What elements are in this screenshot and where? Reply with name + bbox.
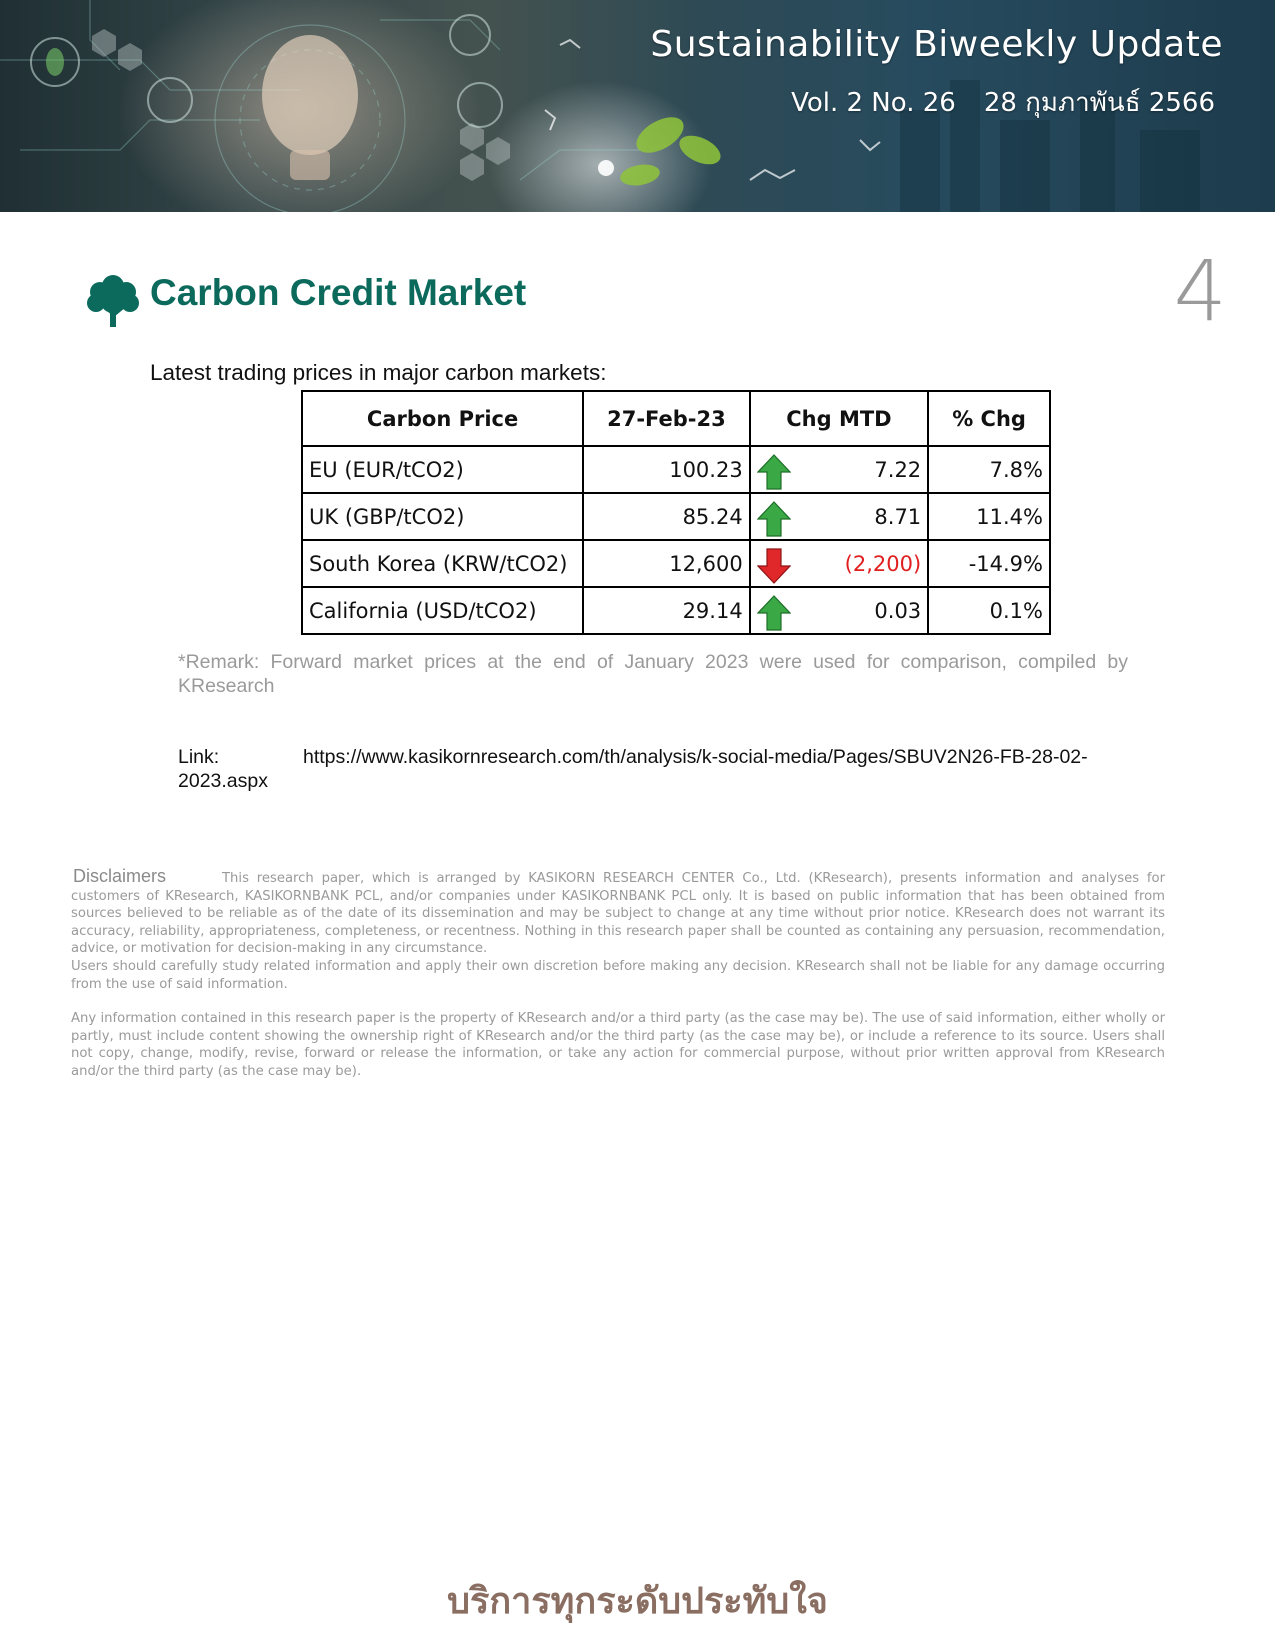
up-arrow-icon <box>757 595 791 631</box>
change-cell <box>750 446 928 493</box>
table-row-uk <box>302 493 1050 540</box>
table-row-eu <box>302 446 1050 493</box>
up-arrow-icon <box>757 501 791 537</box>
issue-info <box>791 82 1215 123</box>
price-value: 29.14 <box>583 587 750 634</box>
tree-icon <box>86 272 140 328</box>
disclaimer-paragraph: Users should carefully study related information and apply their own discretion before making any decision. KResearch shall not be liable for any damage occurring from the use of said information. <box>71 958 1165 992</box>
table-header-row <box>302 391 1050 446</box>
change-value: 0.03 <box>874 598 922 623</box>
pct-change-value: -14.9% <box>928 540 1050 587</box>
remark-text: *Remark: Forward market prices at the end of January 2023 were used for comparison, compiled by KResearch <box>178 651 1128 697</box>
pct-change-value: 11.4% <box>928 493 1050 540</box>
header-chg-mtd: Chg MTD <box>750 391 928 446</box>
link-label: Link: <box>178 746 220 768</box>
carbon-price-table <box>301 390 1051 635</box>
disclaimers-body <box>71 870 1165 1081</box>
up-arrow-icon <box>757 454 791 490</box>
table-row-california <box>302 587 1050 634</box>
volume-number: Vol. 2 No. 26 <box>791 88 956 118</box>
down-arrow-icon <box>757 548 791 584</box>
market-name: California (USD/tCO2) <box>302 587 583 634</box>
issue-date: 28 กุมภาพันธ์ 2566 <box>983 88 1215 118</box>
source-link-continued[interactable]: 2023.aspx <box>178 770 268 792</box>
section-title: Carbon Credit Market <box>150 272 527 313</box>
market-name: EU (EUR/tCO2) <box>302 446 583 493</box>
table-row-south-korea <box>302 540 1050 587</box>
publication-title: Sustainability Biweekly Update <box>650 24 1223 65</box>
source-link[interactable]: https://www.kasikornresearch.com/th/analysis/k-social-media/Pages/SBUV2N26-FB-28-02- <box>303 746 1088 768</box>
change-value: 7.22 <box>874 457 922 482</box>
change-cell <box>750 587 928 634</box>
header-date: 27-Feb-23 <box>583 391 750 446</box>
header-pct-chg: % Chg <box>928 391 1050 446</box>
change-cell <box>750 540 928 587</box>
change-value: 8.71 <box>874 504 922 529</box>
pct-change-value: 0.1% <box>928 587 1050 634</box>
change-value: (2,200) <box>844 551 922 576</box>
market-name: South Korea (KRW/tCO2) <box>302 540 583 587</box>
page-number: 4 <box>1173 242 1227 340</box>
header-carbon-price: Carbon Price <box>302 391 583 446</box>
price-value: 12,600 <box>583 540 750 587</box>
price-value: 100.23 <box>583 446 750 493</box>
price-value: 85.24 <box>583 493 750 540</box>
header-banner <box>0 0 1275 212</box>
disclaimer-paragraph: Any information contained in this research paper is the property of KResearch and/or a third party (as the case may be). The use of said information, either wholly or partly, must include content showing the ownership right of KResearch and/or the third party (as the case may be), or include a reference to its source. Users shall not copy, change, modify, revise, forward or release the information, or take any action for commercial purpose, without prior written approval from KResearch and/or the third party (as the case may be). <box>71 1011 1165 1079</box>
pct-change-value: 7.8% <box>928 446 1050 493</box>
footer-slogan: บริการทุกระดับประทับใจ <box>447 1581 828 1622</box>
market-name: UK (GBP/tCO2) <box>302 493 583 540</box>
change-cell <box>750 493 928 540</box>
disclaimer-paragraph: This research paper, which is arranged by KASIKORN RESEARCH CENTER Co., Ltd. (KResearch), presents information and analyses for customers of KResearch, KASIKORNBANK PCL, and/or companies under KASIKORNBANK PCL only. It is based on public information that has been obtained from sources believed to be reliable as of the date of its dissemination and may be subject to change at any time without prior notice. KResearch does not warrant its accuracy, reliability, appropriateness, completeness, or recentness. Nothing in this research paper shall be counted as containing any persuasion, recommendation, advice, or motivation for decision-making in any circumstance. <box>71 871 1165 957</box>
table-intro: Latest trading prices in major carbon markets: <box>150 360 607 385</box>
disclaimers-title: Disclaimers <box>73 866 167 886</box>
